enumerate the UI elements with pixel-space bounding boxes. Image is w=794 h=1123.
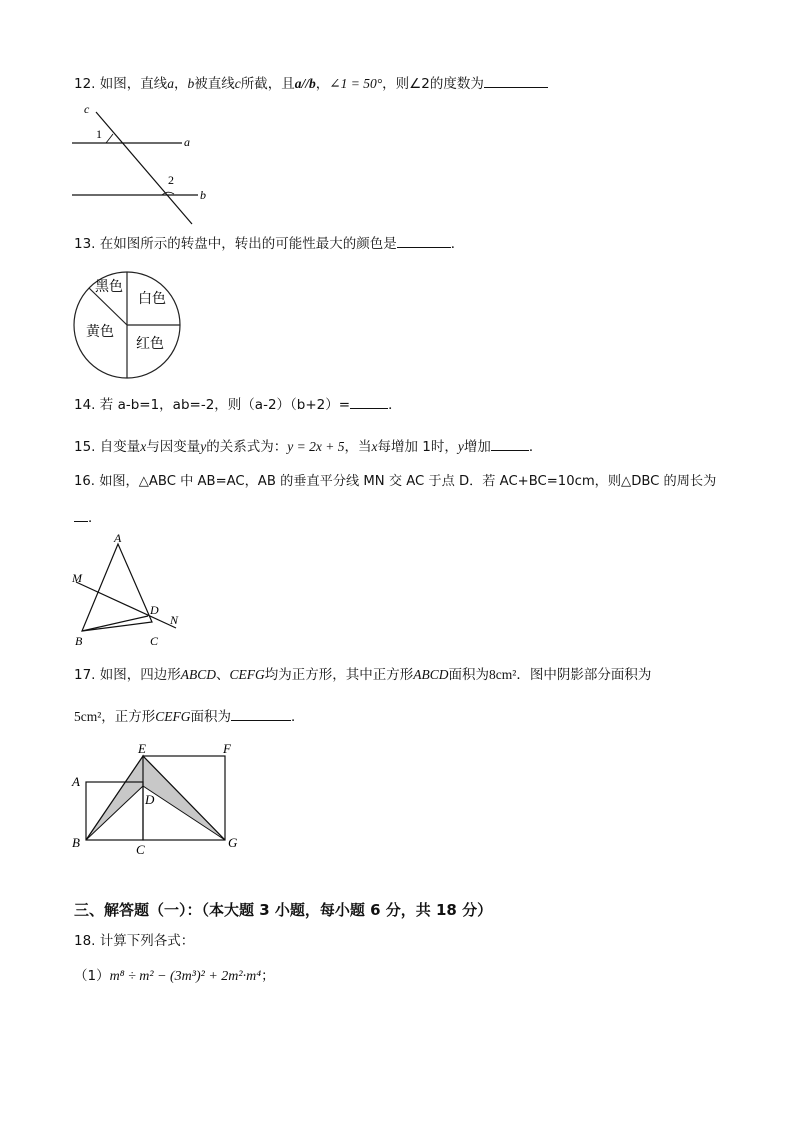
- label-D: D: [145, 792, 155, 807]
- q18-number: 18.: [74, 933, 96, 949]
- label-C: C: [150, 634, 159, 648]
- q16-number: 16.: [74, 474, 95, 489]
- q15-text: 15. 自变量x与因变量y的关系式为：y = 2x + 5，当x每增加 1时，y增加 ．: [74, 439, 543, 455]
- label-C: C: [136, 842, 145, 857]
- label-b: b: [200, 188, 206, 202]
- answer-blank[interactable]: [350, 395, 388, 409]
- answer-blank[interactable]: [397, 234, 451, 248]
- label-B: B: [75, 634, 83, 648]
- q16-text: 16. 如图，△ABC 中 AB=AC，AB 的垂直平分线 MN 交 AC 于点 D．若 AC+BC=10cm，则△DBC 的周长为: [74, 474, 717, 489]
- label-F: F: [223, 741, 231, 756]
- label-a: a: [184, 135, 190, 149]
- label-B: B: [72, 835, 80, 850]
- q13-spinner-figure: [72, 270, 184, 382]
- label-N: N: [170, 613, 179, 627]
- sector-black: 黑色: [95, 280, 123, 295]
- sector-white: 白色: [138, 292, 166, 307]
- answer-blank[interactable]: [491, 437, 529, 451]
- sector-red: 红色: [136, 337, 164, 352]
- label-E: E: [138, 741, 146, 756]
- q17-text-line2: 5cm²，正方形CEFG面积为 ．: [74, 709, 305, 725]
- sector-yellow: 黄色: [86, 325, 114, 340]
- q12-text: 12. 如图，直线a，b被直线c所截，且a//b，∠1 = 50°，则∠2的度数为: [74, 74, 548, 93]
- label-2: 2: [168, 173, 174, 187]
- q17-squares-figure: [68, 738, 258, 858]
- section-heading: 三、解答题（一）：（本大题 3 小题，每小题 6 分，共 18 分）: [74, 901, 493, 919]
- q16-text-line2: ．: [74, 508, 102, 527]
- q13-number: 13.: [74, 236, 96, 252]
- q16-triangle-figure: [70, 532, 190, 652]
- q14-number: 14.: [74, 397, 96, 413]
- q12-number: 12.: [74, 76, 96, 92]
- label-M: M: [72, 571, 82, 585]
- q17-text: 17. 如图，四边形ABCD、CEFG均为正方形，其中正方形ABCD面积为8cm²．图中阴影部分面积为: [74, 667, 652, 683]
- answer-blank[interactable]: [74, 508, 88, 522]
- label-c: c: [84, 102, 90, 116]
- q17-number: 17.: [74, 667, 96, 683]
- label-G: G: [228, 835, 238, 850]
- label-1: 1: [96, 127, 102, 141]
- label-D: D: [150, 603, 159, 617]
- answer-blank[interactable]: [484, 74, 548, 88]
- q14-text: 14. 若 a-b=1，ab=-2，则（a-2）（b+2）= ．: [74, 397, 402, 413]
- q13-text: 13. 在如图所示的转盘中，转出的可能性最大的颜色是 ．: [74, 236, 465, 252]
- q12-figure-parallel-lines: [66, 98, 226, 228]
- label-A: A: [72, 774, 80, 789]
- q18-text: 18. 计算下列各式：: [74, 933, 195, 949]
- q18-part1: （1）m⁸ ÷ m² − (3m³)² + 2m²·m⁴；: [74, 968, 275, 984]
- answer-blank[interactable]: [231, 707, 291, 721]
- q15-number: 15.: [74, 439, 96, 455]
- label-A: A: [114, 531, 122, 545]
